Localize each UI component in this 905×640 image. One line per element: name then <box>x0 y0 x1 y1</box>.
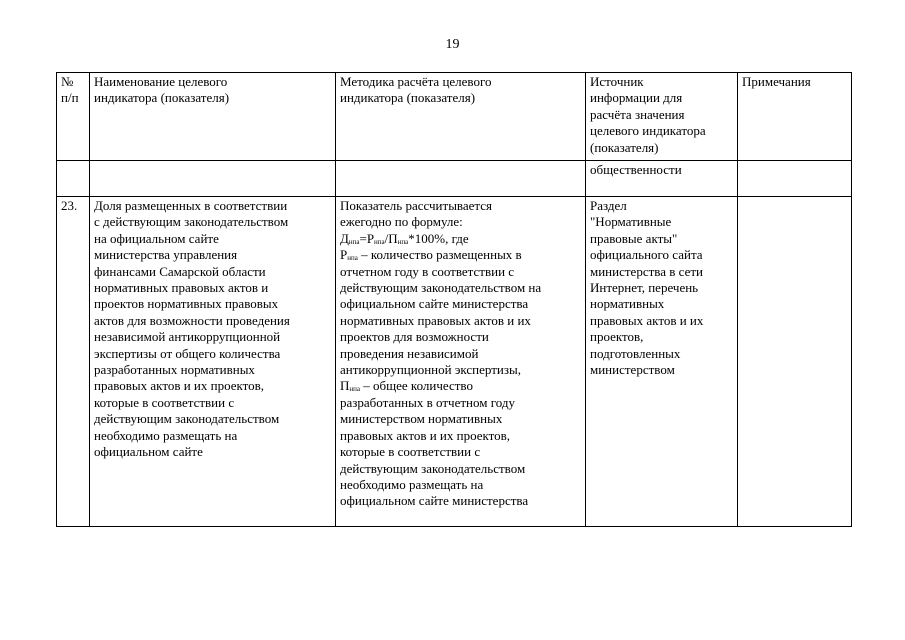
row23-name-line: официальном сайте <box>94 444 203 460</box>
row23-source-line: официального сайта <box>590 247 703 263</box>
r-definition-line: отчетном году в соответствии с <box>340 263 515 279</box>
r-def-subscript: нпа <box>347 254 358 263</box>
r-def-text: – количество размещенных в <box>357 247 522 263</box>
header-number-line: № <box>61 74 74 89</box>
indicator-table <box>56 72 852 527</box>
row23-source-line: правовые акты" <box>590 230 678 246</box>
formula-tail: *100%, где <box>408 230 469 246</box>
formula-d-symbol: Д <box>340 230 349 246</box>
formula-r-subscript: нпа <box>374 237 385 246</box>
header-source-line: информации для <box>590 90 683 106</box>
row23-name-line: с действующим законодательством <box>94 214 289 230</box>
row23-name-line: экспертизы от общего количества <box>94 345 281 361</box>
row23-name-line: правовых актов и их проектов, <box>94 378 265 394</box>
p-definition-line: разработанных в отчетном году <box>340 394 515 410</box>
row23-source-line: подготовленных <box>590 345 681 361</box>
header-cell-number <box>57 73 90 161</box>
row23-source-line: Раздел <box>590 198 627 213</box>
p-definition-first-line <box>340 378 581 394</box>
row23-name-line: на официальном сайте <box>94 230 219 246</box>
header-source-line: расчёта значения <box>590 106 685 122</box>
row23-source-line: правовых актов и их <box>590 312 704 328</box>
header-cell-name <box>90 73 336 161</box>
header-cell-method <box>336 73 586 161</box>
row23-name-line: проектов нормативных правовых <box>94 296 279 312</box>
p-definition-line: министерством нормативных <box>340 411 503 427</box>
row23-cell-source <box>586 197 738 527</box>
header-number-line: п/п <box>61 90 79 106</box>
row23-cell-number <box>57 197 90 527</box>
r-definition-line: антикоррупционной экспертизы, <box>340 362 521 378</box>
p-definition-line: которые в соответствии с <box>340 444 481 460</box>
p-definition-line: действующим законодательством <box>340 460 526 476</box>
row23-name-line: необходимо размещать на <box>94 427 238 443</box>
page-number: 19 <box>445 37 460 52</box>
cont-cell-notes <box>738 161 852 197</box>
row23-source-line: министерством <box>590 362 675 378</box>
method-intro-line: Показатель рассчитывается <box>340 198 493 213</box>
r-definition-line: проведения независимой <box>340 345 479 361</box>
p-definition-line: официальном сайте министерства <box>340 493 529 509</box>
row23-name-line: финансами Самарской области <box>94 263 266 279</box>
cont-cell-number <box>57 161 90 197</box>
r-definition-line: проектов для возможности <box>340 329 489 345</box>
header-name-line: индикатора (показателя) <box>94 90 230 106</box>
header-method-line: Методика расчёта целевого <box>340 74 492 89</box>
row23-name-line: которые в соответствии с <box>94 394 235 410</box>
r-definition-line: нормативных правовых актов и их <box>340 312 531 328</box>
r-def-symbol: Р <box>340 247 348 263</box>
p-def-subscript: нпа <box>349 385 360 394</box>
row23-source-line: "Нормативные <box>590 214 672 230</box>
formula-slash-p: /П <box>384 230 398 246</box>
table-row-23 <box>57 197 852 527</box>
header-cell-notes <box>738 73 852 161</box>
row23-cell-name <box>90 197 336 527</box>
row23-name-line: Доля размещенных в соответствии <box>94 198 288 213</box>
r-definition-first-line <box>340 247 581 263</box>
row23-name-line: разработанных нормативных <box>94 362 255 378</box>
p-definition-line: необходимо размещать на <box>340 476 484 492</box>
header-cell-source <box>586 73 738 161</box>
cont-source-text: общественности <box>590 162 682 177</box>
row23-name-line: действующим законодательством <box>94 411 280 427</box>
p-def-text: – общее количество <box>360 378 473 394</box>
p-definition-line: правовых актов и их проектов, <box>340 427 511 443</box>
cont-cell-source <box>586 161 738 197</box>
formula-line <box>340 231 581 247</box>
formula-p-subscript: нпа <box>397 237 409 246</box>
row23-source-line: Интернет, перечень <box>590 280 699 296</box>
row23-name-line: актов для возможности проведения <box>94 312 290 328</box>
row23-cell-notes <box>738 197 852 527</box>
table-row-continuation <box>57 161 852 197</box>
row23-name-line: независимой антикоррупционной <box>94 329 281 345</box>
r-definition-line: официальном сайте министерства <box>340 296 529 312</box>
cont-cell-name <box>90 161 336 197</box>
row23-number: 23. <box>61 198 78 213</box>
cont-cell-method <box>336 161 586 197</box>
formula-eq-r: =Р <box>359 230 375 246</box>
table-header-row <box>57 73 852 161</box>
header-source-line: целевого индикатора <box>590 123 706 139</box>
header-notes-label: Примечания <box>742 74 811 89</box>
row23-source-line: проектов, <box>590 329 644 345</box>
row23-name-line: нормативных правовых актов и <box>94 280 269 296</box>
header-source-line: Источник <box>590 74 644 89</box>
row23-cell-method <box>336 197 586 527</box>
row23-name-line: министерства управления <box>94 247 238 263</box>
formula-d-subscript: нпа <box>348 237 360 246</box>
r-definition-line: действующим законодательством на <box>340 280 542 296</box>
p-def-symbol: П <box>340 378 350 394</box>
method-intro-line: ежегодно по формуле: <box>340 214 463 230</box>
header-method-line: индикатора (показателя) <box>340 90 476 106</box>
row23-source-line: министерства в сети <box>590 263 703 279</box>
header-source-line: (показателя) <box>590 139 659 155</box>
row23-source-line: нормативных <box>590 296 665 312</box>
header-name-line: Наименование целевого <box>94 74 228 89</box>
